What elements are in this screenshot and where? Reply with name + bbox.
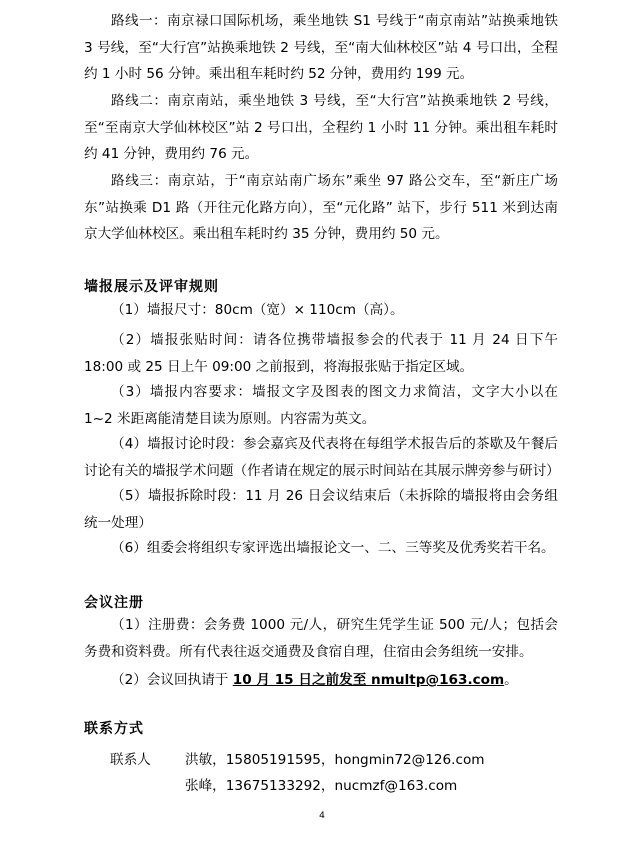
- route-3: 路线三：南京站，于“南京站南广场东”乘坐 97 路公交车，至“新庄广场东”站换乘 D1 路（开往元化路方向），至“元化路” 站下，步行 511 米到达南京大学仙林校区。乘出租车耗时约 35 分钟，费用约 50 元。: [84, 173, 558, 242]
- poster-item-6: （6）组委会将组织专家评选出墙报论文一、二、三等奖及优秀奖若干名。: [111, 540, 555, 556]
- poster-item-5: （5）墙报拆除时段：11 月 26 日会议结束后（未拆除的墙报将由会务组统一处理）: [84, 488, 558, 531]
- registration-item-1: （1）注册费：会务费 1000 元/人，研究生凭学生证 500 元/人；包括会务费和资料费。所有代表往返交通费及食宿自理，住宿由会务组统一安排。: [84, 617, 558, 660]
- poster-item-1: （1）墙报尺寸：80cm（宽）× 110cm（高）。: [111, 302, 404, 318]
- registration-item-2-prefix: （2）会议回执请于: [111, 672, 233, 688]
- registration-item-2: [84, 667, 558, 694]
- poster-item-3: （3）墙报内容要求：墙报文字及图表的图文力求简洁，文字大小以在 1~2 米距离能清楚目读为原则。内容需为英文。: [84, 384, 558, 427]
- registration-heading: 会议注册: [84, 595, 144, 611]
- page-number: 4: [319, 811, 325, 821]
- contact-label: 联系人: [110, 752, 151, 768]
- route-2: 路线二：南京南站，乘坐地铁 3 号线，至“大行宫”站换乘地铁 2 号线，至“至南京大学仙林校区”站 2 号口出，全程约 1 小时 11 分钟。乘出租车耗时约 41 分钟，费用约 76 元。: [84, 93, 558, 162]
- route-1: 路线一：南京禄口国际机场，乘坐地铁 S1 号线于“南京南站”站换乘地铁 3 号线，至“大行宫”站换乘地铁 2 号线，至“南大仙林校区”站 4 号口出，全程约 1 小时 56 分钟。乘出租车耗时约 52 分钟，费用约 199 元。: [84, 13, 558, 82]
- poster-item-4: （4）墙报讨论时段：参会嘉宾及代表将在每组学术报告后的茶歇及午餐后讨论有关的墙报学术问题（作者请在规定的展示时间站在其展示牌旁参与研讨）: [84, 436, 560, 479]
- contact-line-2: 张峰，13675133292，nucmzf@163.com: [185, 778, 458, 794]
- poster-heading: 墙报展示及评审规则: [84, 279, 219, 295]
- poster-item-2: （2）墙报张贴时间：请各位携带墙报参会的代表于 11 月 24 日下午 18:00 或 25 日上午 09:00 之前报到，将海报张贴于指定区域。: [84, 332, 558, 375]
- contact-heading: 联系方式: [84, 721, 144, 737]
- registration-deadline-email: 10 月 15 日之前发至 nmultp@163.com: [232, 672, 505, 688]
- contact-line-1: 洪敏，15805191595，hongmin72@126.com: [185, 752, 485, 768]
- registration-item-2-suffix: 。: [504, 672, 518, 688]
